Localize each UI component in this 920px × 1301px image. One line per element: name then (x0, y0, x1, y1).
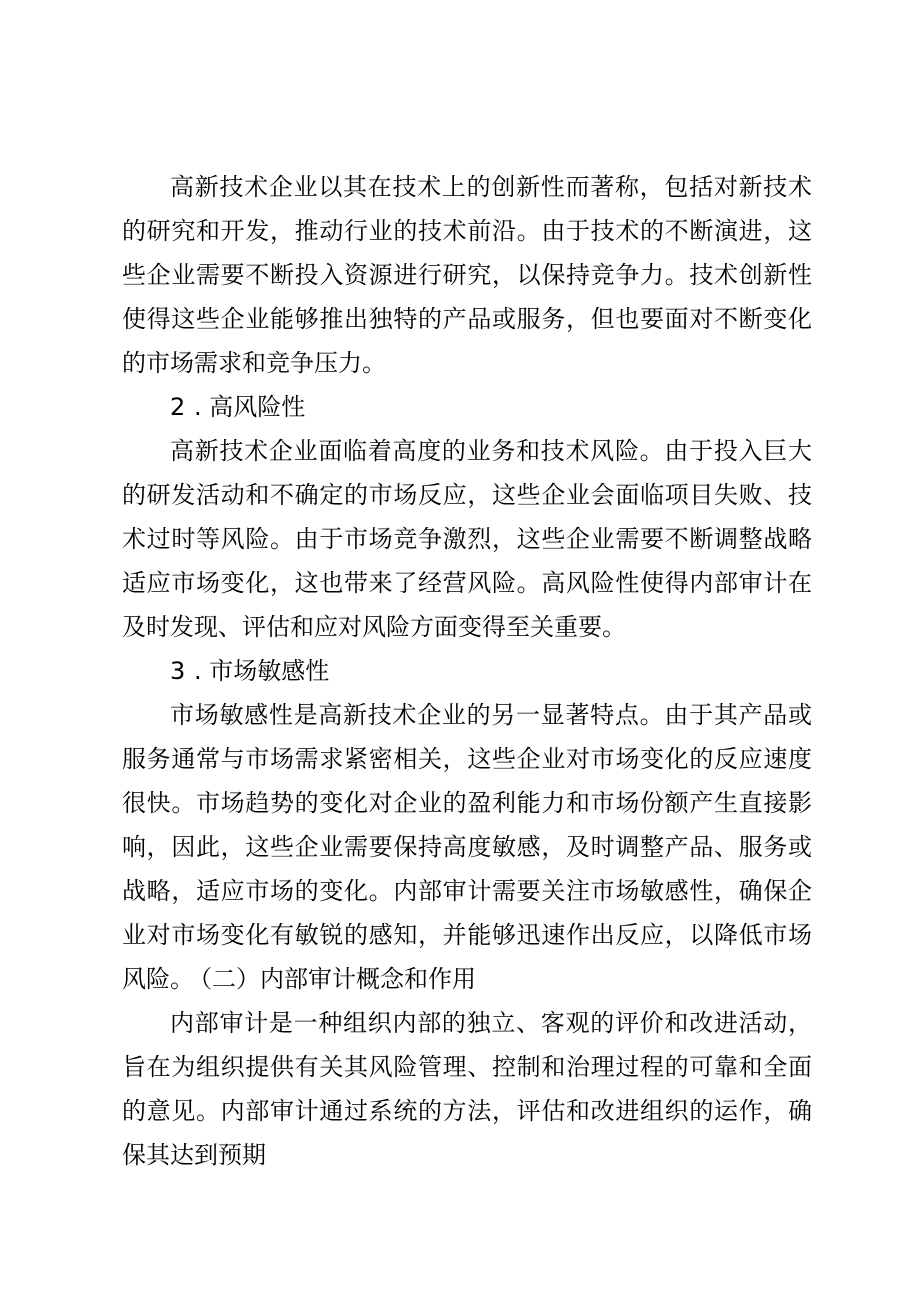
paragraph-internal-audit: 内部审计是一种组织内部的独立、客观的评价和改进活动，旨在为组织提供有关其风险管理、控制和治理过程的可靠和全面的意见。内部审计通过系统的方法，评估和改进组织的运作，确保其达到预期 (122, 1009, 812, 1169)
heading-high-risk (170, 385, 305, 429)
heading-high-risk-number: 2 (170, 393, 186, 421)
heading-market-sensitivity-text: . 市场敏感性 (194, 657, 330, 685)
paragraph-innovation: 高新技术企业以其在技术上的创新性而著称，包括对新技术的研究和开发，推动行业的技术前沿。由于技术的不断演进，这些企业需要不断投入资源进行研究，以保持竞争力。技术创新性使得这些企业能够推出独特的产品或服务，但也要面对不断变化的市场需求和竞争压力。 (122, 173, 812, 377)
heading-market-sensitivity (170, 649, 329, 693)
heading-market-sensitivity-number: 3 (170, 657, 186, 685)
heading-high-risk-text: . 高风险性 (194, 393, 306, 421)
paragraph-market-sensitivity: 市场敏感性是高新技术企业的另一显著特点。由于其产品或服务通常与市场需求紧密相关，这些企业对市场变化的反应速度很快。市场趋势的变化对企业的盈利能力和市场份额产生直接影响，因此，这些企业需要保持高度敏感，及时调整产品、服务或战略，适应市场的变化。内部审计需要关注市场敏感性，确保企业对市场变化有敏锐的感知，并能够迅速作出反应，以降低市场风险。 (122, 701, 812, 993)
section-heading-internal-audit: （二）内部审计概念和作用 (188, 965, 476, 993)
paragraph-high-risk: 高新技术企业面临着高度的业务和技术风险。由于投入巨大的研发活动和不确定的市场反应，这些企业会面临项目失败、技术过时等风险。由于市场竞争激烈，这些企业需要不断调整战略适应市场变化，这也带来了经营风险。高风险性使得内部审计在及时发现、评估和应对风险方面变得至关重要。 (122, 437, 812, 641)
